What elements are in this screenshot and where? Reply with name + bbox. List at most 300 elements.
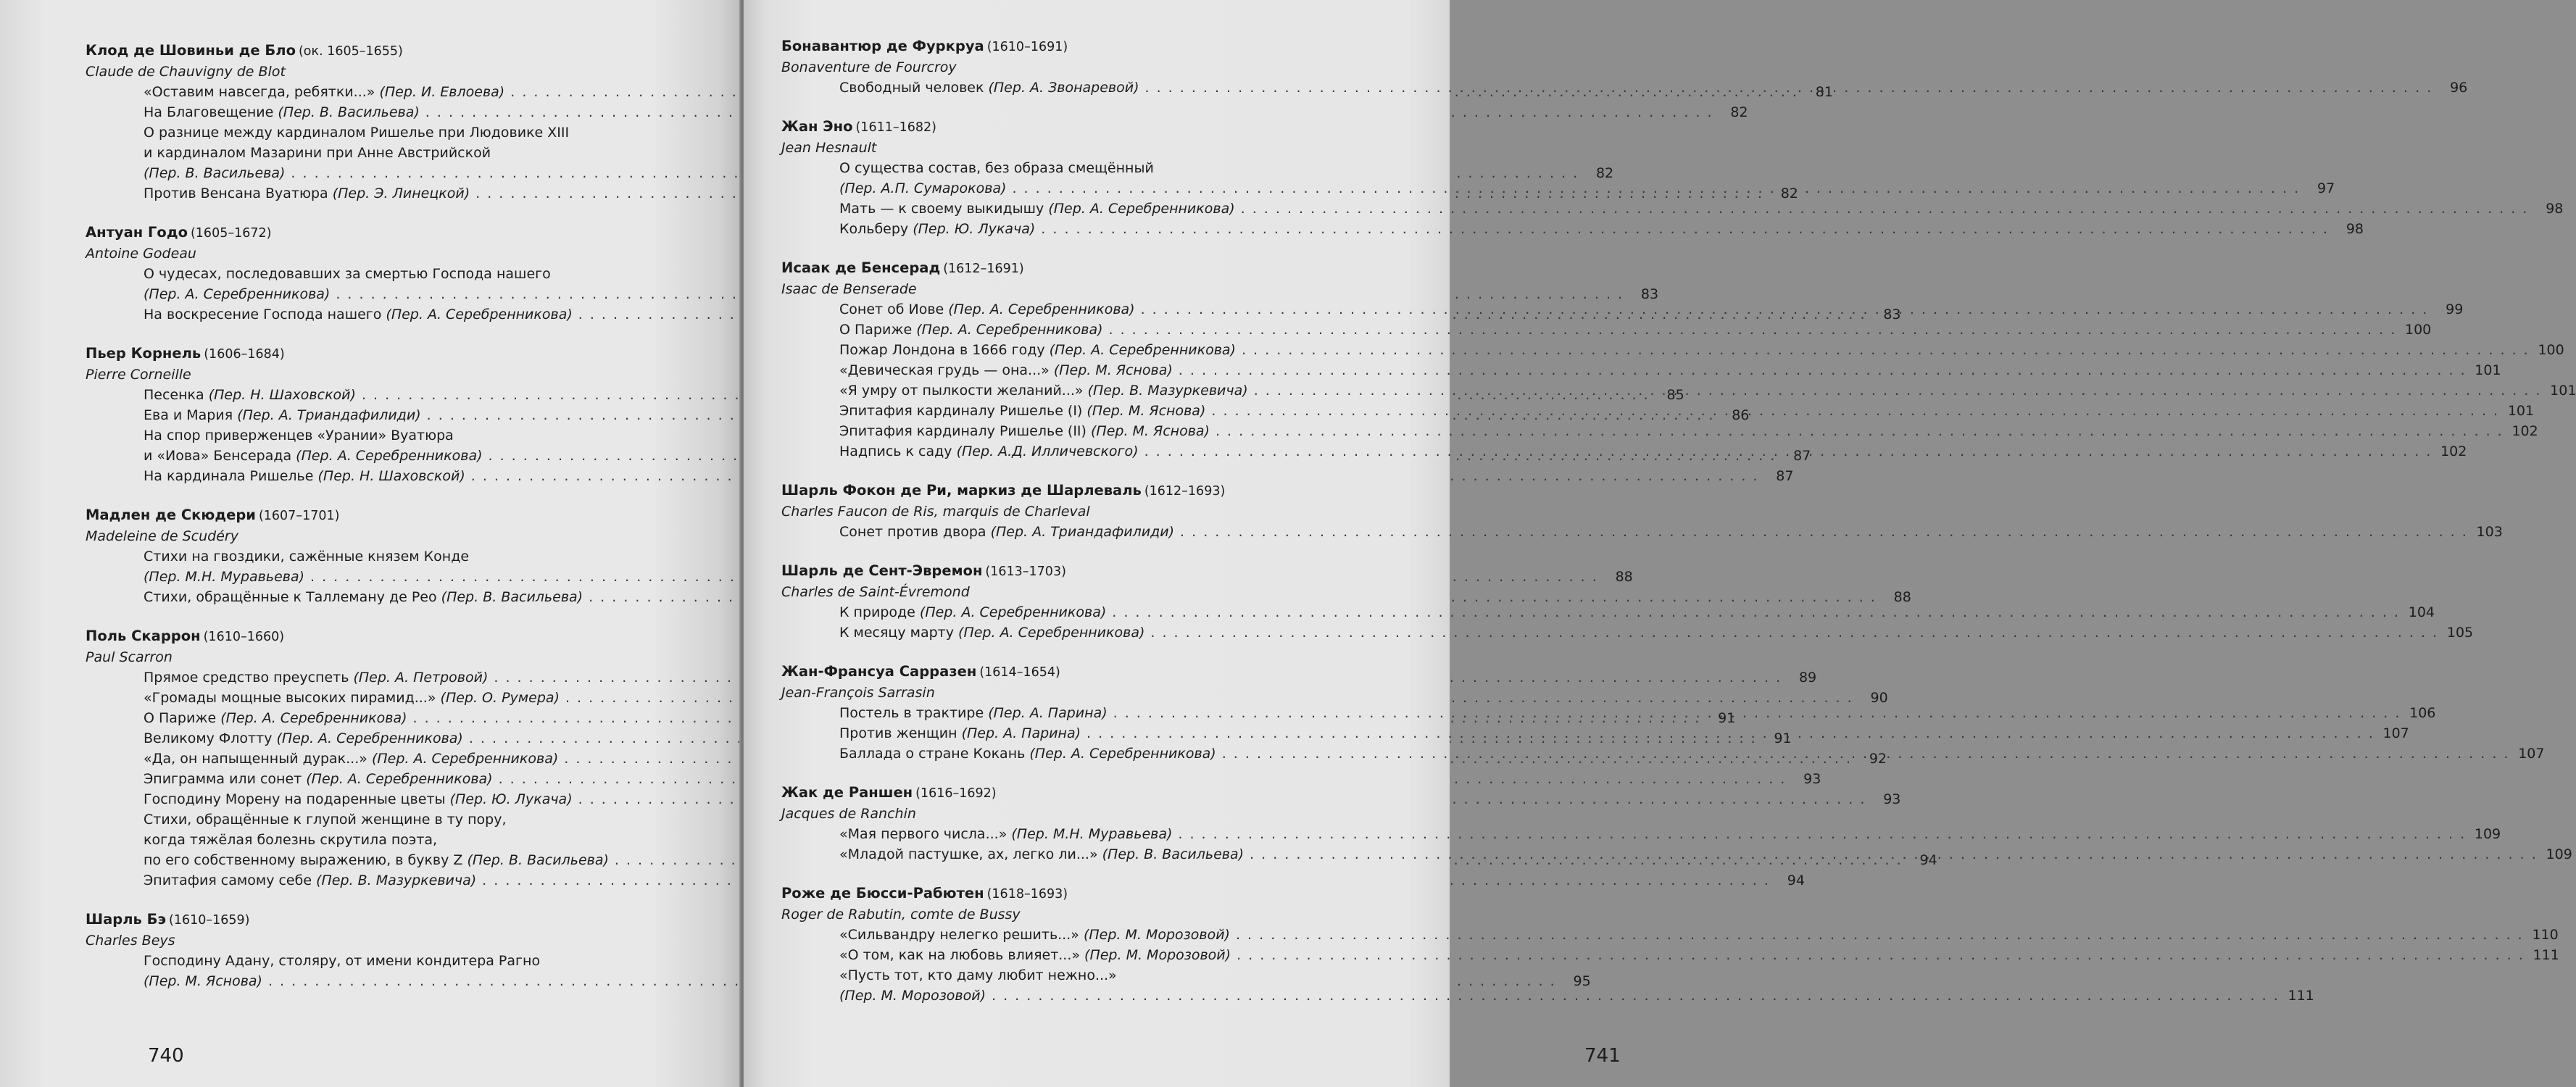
- entry-text: [144, 769, 493, 789]
- translator: (Пер. В. Мазуркевича): [1087, 383, 1248, 399]
- author-original-name: Charles Beys: [86, 933, 175, 949]
- entry-page-number: 93: [1803, 771, 1821, 787]
- entry-title-line: «Девическая грудь — она...»: [839, 362, 1050, 378]
- author-original-name: Claude de Chauvigny de Blot: [86, 64, 286, 80]
- entry-last-line: [144, 870, 1805, 891]
- entry-title-line: К месяцу марту: [839, 625, 954, 641]
- translator: (Пер. М. Яснова): [1091, 423, 1210, 439]
- toc-entry[interactable]: [839, 945, 2559, 965]
- dot-leader: [1216, 421, 2504, 441]
- toc-entry[interactable]: [839, 925, 2559, 945]
- dot-leader: [1250, 844, 2538, 865]
- entry-page-number: 88: [1615, 569, 1633, 585]
- entry-text: [839, 401, 1205, 421]
- translator: (Пер. А. Серебренникова): [276, 730, 463, 746]
- dot-leader: [1178, 824, 2466, 844]
- entry-text: [144, 163, 285, 183]
- entry-title-line: Ева и Мария: [144, 407, 233, 423]
- translator: (Пер. А. Серебренникова): [371, 751, 559, 767]
- entry-text: [839, 602, 1106, 622]
- toc-entry[interactable]: [144, 466, 1794, 486]
- author-years: (1613–1703): [985, 565, 1066, 579]
- dot-leader: [1145, 78, 2433, 98]
- author-years: (1614–1654): [979, 665, 1060, 680]
- dot-leader: [1236, 925, 2524, 945]
- entry-page-number: 82: [1780, 186, 1798, 201]
- entry-page-number: 82: [1730, 104, 1748, 120]
- entry-title-line: и кардиналом Мазарини при Анне Австрийской: [144, 145, 491, 161]
- entry-title-line: Стихи, обращённые к глупой женщине в ту пору,: [144, 812, 507, 828]
- entry-last-line: [839, 986, 2314, 1006]
- entry-text: [839, 340, 1236, 360]
- translator: (Пер. В. Васильева): [1102, 846, 1245, 862]
- entry-text: [839, 360, 1173, 380]
- author-heading: [781, 783, 1399, 804]
- entry-page-number: 83: [1883, 307, 1901, 322]
- entry-text: [839, 299, 1135, 320]
- translator: (Пер. В. Васильева): [441, 589, 583, 605]
- dot-leader: [1112, 602, 2400, 622]
- entry-title-line: Против женщин: [839, 725, 957, 741]
- translator: (Пер. Н. Шаховской): [208, 387, 356, 403]
- toc-entry[interactable]: [839, 522, 2503, 542]
- translator: (Пер. М. Яснова): [144, 973, 262, 989]
- entry-text: [144, 385, 356, 405]
- entry-last-line: [839, 602, 2435, 622]
- translator: (Пер. Э. Линецкой): [332, 186, 470, 201]
- entry-page-number: 105: [2446, 625, 2474, 641]
- translator: (Пер. О. Румера): [440, 690, 560, 706]
- toc-entry[interactable]: [839, 219, 2364, 239]
- translator: (Пер. М. Морозовой): [1083, 927, 1230, 943]
- entry-title-line: когда тяжёлая болезнь скрутила поэта,: [144, 832, 438, 848]
- entry-page-number: 107: [2382, 725, 2409, 741]
- author-original-name: Charles de Saint-Évremond: [781, 584, 970, 600]
- entry-title-line: Пожар Лондона в 1666 году: [839, 342, 1045, 358]
- author-name: Пьер Корнель: [86, 345, 201, 362]
- entry-title-line: Песенка: [144, 387, 204, 403]
- translator: (Пер. А. Серебренникова): [916, 322, 1103, 338]
- translator: (Пер. А.Д. Илличевского): [956, 443, 1139, 459]
- author-original-name: Pierre Corneille: [86, 367, 191, 383]
- author-original-name: Isaac de Benserade: [781, 281, 917, 297]
- author-heading: [781, 662, 1399, 683]
- entry-page-number: 92: [1869, 751, 1887, 767]
- entry-page-number: 82: [1595, 165, 1614, 181]
- entry-text: [144, 789, 573, 809]
- author-block: [781, 117, 2564, 239]
- page-number: 740: [148, 1045, 184, 1067]
- translator: (Пер. М. Яснова): [1053, 362, 1173, 378]
- entry-page-number: 94: [1787, 872, 1805, 888]
- entry-title-line: Сонет об Иове: [839, 301, 944, 317]
- entry-page-number: 97: [2317, 180, 2335, 196]
- entry-text: [839, 178, 1006, 199]
- entry-title-line: «Пусть тот, кто даму любит нежно...»: [839, 967, 1117, 983]
- dot-leader: [1012, 178, 2300, 199]
- entry-text: [839, 844, 1244, 865]
- entry-text: [839, 703, 1108, 723]
- entry-last-line: [144, 102, 1748, 122]
- translator: (Пер. А. Петровой): [353, 670, 489, 686]
- translator: (Пер. М.Н. Муравьева): [1011, 826, 1173, 842]
- author-years: (1611–1682): [855, 120, 936, 135]
- dot-leader: [1222, 744, 2510, 764]
- entry-title-line: О разнице между кардиналом Ришелье при Людовике XIII: [144, 125, 570, 141]
- entry-page-number: 83: [1640, 286, 1659, 302]
- author-heading: [781, 883, 1399, 904]
- translator: (Пер. А. Серебренникова): [386, 307, 573, 322]
- translator: (Пер. Н. Шаховской): [317, 468, 465, 484]
- entry-text: [839, 219, 1035, 239]
- author-heading: [86, 41, 671, 62]
- entry-text: [839, 199, 1235, 219]
- author-name: Шарль Бэ: [86, 911, 167, 928]
- entry-page-number: 96: [2450, 80, 2468, 96]
- translator: (Пер. А. Триандафилиди): [237, 407, 421, 423]
- entry-title-line: Эпитафия кардиналу Ришелье (I): [839, 403, 1083, 419]
- entry-text: [144, 567, 304, 587]
- entry-title-line: «Мая первого числа...»: [839, 826, 1007, 842]
- author-original-name: Paul Scarron: [86, 649, 173, 665]
- dot-leader: [1179, 360, 2467, 380]
- entry-text: [144, 850, 609, 870]
- entry-text: [839, 744, 1216, 764]
- entry-last-line: [839, 219, 2364, 239]
- entry-page-number: 103: [2476, 524, 2503, 540]
- translator: (Пер. А. Серебренникова): [948, 301, 1135, 317]
- translator: (Пер. А. Серебренникова): [958, 625, 1145, 641]
- entry-title-line: «О том, как на любовь влияет...»: [839, 947, 1080, 963]
- translator: (Пер. И. Евлоева): [379, 84, 505, 100]
- entry-title-line: Господину Адану, столяру, от имени кондитера Рагно: [144, 953, 541, 969]
- entry-title-line: Сонет против двора: [839, 524, 986, 540]
- author-name: Поль Скаррон: [86, 628, 201, 644]
- author-years: (1610–1659): [169, 913, 250, 928]
- entry-title-line: Стихи на гвоздики, сажённые князем Конде: [144, 549, 470, 565]
- entry-page-number: 102: [2440, 443, 2467, 459]
- entry-page-number: 109: [2474, 826, 2501, 842]
- entry-page-number: 98: [2546, 201, 2564, 217]
- toc-entry[interactable]: [839, 622, 2474, 643]
- author-name: Шарль де Сент-Эвремон: [781, 562, 983, 579]
- entry-page-number: 94: [1919, 852, 1937, 868]
- entry-title-line: Господину Морену на подаренные цветы: [144, 791, 446, 807]
- entry-text: [144, 304, 573, 325]
- entry-text: [839, 622, 1144, 643]
- translator: (Пер. А.П. Сумарокова): [839, 180, 1007, 196]
- author-name: Мадлен де Скюдери: [86, 507, 256, 523]
- entry-text: [839, 441, 1139, 462]
- translator: (Пер. Ю. Лукача): [913, 221, 1036, 237]
- dot-leader: [992, 986, 2280, 1006]
- dot-leader: [1041, 219, 2329, 239]
- entry-page-number: 109: [2546, 846, 2572, 862]
- translator: (Пер. В. Васильева): [278, 104, 420, 120]
- author-heading: [781, 36, 1399, 57]
- entry-title-line: Великому Флотту: [144, 730, 273, 746]
- entry-text: [144, 102, 420, 122]
- entry-page-number: 101: [2475, 362, 2501, 378]
- entry-page-number: 101: [2550, 383, 2576, 399]
- translator: (Пер. В. Васильева): [144, 165, 286, 181]
- author-original-name: Roger de Rabutin, comte de Bussy: [781, 907, 1021, 923]
- entry-last-line: [839, 824, 2501, 844]
- entry-text: [144, 587, 583, 607]
- entry-last-line: [839, 622, 2474, 643]
- author-years: (1606–1684): [204, 347, 285, 362]
- author-name: Роже де Бюсси-Рабютен: [781, 885, 984, 901]
- entry-title-line: К природе: [839, 604, 915, 620]
- page-number: 741: [1584, 1045, 1621, 1067]
- author-years: (ок. 1605–1655): [298, 44, 403, 59]
- author-name: Жан-Франсуа Сарразен: [781, 663, 977, 680]
- entry-page-number: 104: [2408, 604, 2435, 620]
- entry-last-line: [839, 360, 2501, 380]
- author-original-name: Jean Hesnault: [781, 140, 877, 156]
- translator: (Пер. А. Парина): [988, 705, 1108, 721]
- entry-title-line: Надпись к саду: [839, 443, 952, 459]
- author-name: Бонавантюр де Фуркруа: [781, 38, 984, 54]
- entry-title-line: О Париже: [839, 322, 913, 338]
- author-heading: [781, 480, 1399, 501]
- author-years: (1618–1693): [986, 887, 1068, 901]
- entry-title-line: Свободный человек: [839, 80, 984, 96]
- author-original-name: Charles Faucon de Ris, marquis de Charleval: [781, 504, 1090, 520]
- entry-title-line: и «Иова» Бенсерада: [144, 448, 292, 464]
- entry-text: [144, 708, 407, 728]
- author-original-name: Madeleine de Scudéry: [86, 528, 238, 544]
- entry-title-line: Эпитафия самому себе: [144, 872, 312, 888]
- entry-page-number: 100: [2405, 322, 2432, 338]
- author-heading: [86, 626, 671, 647]
- toc-entry[interactable]: [144, 870, 1805, 891]
- entry-title-line: Мать — к своему выкидышу: [839, 201, 1044, 217]
- entry-text: [839, 421, 1210, 441]
- entry-page-number: 85: [1666, 387, 1684, 403]
- entry-text: [839, 925, 1230, 945]
- entry-text: [839, 78, 1139, 98]
- entry-title-line: Эпитафия кардиналу Ришелье (II): [839, 423, 1087, 439]
- entry-page-number: 81: [1815, 84, 1833, 100]
- entry-page-number: 90: [1870, 690, 1888, 706]
- translator: (Пер. В. Мазуркевича): [316, 872, 477, 888]
- dot-leader: [1141, 299, 2429, 320]
- entry-page-number: 95: [1573, 973, 1591, 989]
- entry-last-line: [839, 340, 2564, 360]
- author-years: (1612–1693): [1144, 484, 1226, 499]
- translator: (Пер. А. Парина): [961, 725, 1081, 741]
- entry-page-number: 91: [1774, 730, 1792, 746]
- translator: (Пер. М. Морозовой): [1084, 947, 1231, 963]
- entry-text: [144, 870, 476, 891]
- entry-text: [144, 728, 463, 749]
- toc-entry[interactable]: [144, 102, 1748, 122]
- translator: (Пер. В. Васильева): [467, 852, 609, 868]
- entry-title-line: «Сильвандру нелегко решить...»: [839, 927, 1079, 943]
- entry-text: [839, 522, 1174, 542]
- translator: (Пер. А. Серебренникова): [1029, 746, 1216, 762]
- entry-text: [144, 405, 421, 425]
- entry-title-line: Прямое средство преуспеть: [144, 670, 349, 686]
- author-years: (1607–1701): [258, 509, 340, 523]
- entry-page-number: 101: [2507, 403, 2535, 419]
- author-original-name: Antoine Godeau: [86, 246, 196, 262]
- author-name: Клод де Шовиньи де Бло: [86, 42, 296, 59]
- author-heading: [86, 505, 671, 526]
- translator: (Пер. М.Н. Муравьева): [144, 569, 305, 585]
- translator: (Пер. А. Звонаревой): [988, 80, 1139, 96]
- translator: (Пер. А. Серебренникова): [306, 771, 493, 787]
- translator: (Пер. А. Серебренникова): [220, 710, 407, 726]
- dot-leader: [1113, 703, 2401, 723]
- entry-title-line: Эпиграмма или сонет: [144, 771, 302, 787]
- entry-text: [144, 749, 558, 769]
- author-years: (1612–1691): [943, 262, 1024, 276]
- dot-leader: [1237, 945, 2525, 965]
- toc-entry[interactable]: [839, 421, 2538, 441]
- entry-text: [839, 380, 1248, 401]
- dot-leader: [1241, 199, 2529, 219]
- author-heading: [781, 117, 1399, 138]
- entry-page-number: 88: [1893, 589, 1911, 605]
- entry-last-line: [144, 466, 1794, 486]
- entry-title-line: Баллада о стране Кокань: [839, 746, 1026, 762]
- dot-leader: [1109, 320, 2397, 340]
- entry-title-line: Кольберу: [839, 221, 909, 237]
- toc-entry[interactable]: [839, 199, 2564, 219]
- dot-leader: [1180, 522, 2468, 542]
- dot-leader: [1254, 380, 2542, 401]
- toc-entry[interactable]: [839, 824, 2501, 844]
- translator: (Пер. А. Триандафилиди): [990, 524, 1175, 540]
- entry-text: [839, 824, 1172, 844]
- author-years: (1605–1672): [190, 226, 272, 241]
- translator: (Пер. А. Серебренникова): [1048, 201, 1235, 217]
- entry-title-line: по его собственному выражению, в букву Z: [144, 852, 463, 868]
- entry-title-line: «Я умру от пылкости желаний...»: [839, 383, 1084, 399]
- toc-entry[interactable]: [839, 602, 2435, 622]
- entry-title-line: На спор приверженцев «Урании» Вуатюра: [144, 428, 454, 443]
- translator: (Пер. А. Серебренникова): [144, 286, 331, 302]
- entry-page-number: 91: [1718, 710, 1736, 726]
- author-name: Исаак де Бенсерад: [781, 259, 941, 276]
- author-name: Антуан Годо: [86, 224, 188, 241]
- entry-title-line: На кардинала Ришелье: [144, 468, 314, 484]
- entry-title-line: На Благовещение: [144, 104, 274, 120]
- author-heading: [86, 343, 671, 365]
- dot-leader: [1211, 401, 2499, 421]
- entry-title-line: На воскресение Господа нашего: [144, 307, 382, 322]
- entry-page-number: 111: [2533, 947, 2559, 963]
- entry-text: [144, 183, 470, 204]
- entry-title-line: Стихи, обращённые к Таллеману де Рео: [144, 589, 437, 605]
- dot-leader: [1087, 723, 2375, 744]
- entry-page-number: 100: [2538, 342, 2564, 358]
- entry-text: [144, 284, 330, 304]
- entry-page-number: 98: [2346, 221, 2364, 237]
- entry-text: [144, 688, 560, 708]
- entry-title-line: «Оставим навсегда, ребятки...»: [144, 84, 375, 100]
- entry-title-line: О чудесах, последовавших за смертью Господа нашего: [144, 266, 551, 282]
- entry-title-line: Постель в трактире: [839, 705, 984, 721]
- translator: (Пер. А. Серебренникова): [1049, 342, 1236, 358]
- entry-text: [144, 82, 504, 102]
- author-name: Жан Эно: [781, 118, 853, 135]
- dot-leader: [1150, 622, 2438, 643]
- entry-title-line: «Да, он напыщенный дурак...»: [144, 751, 367, 767]
- author-original-name: Jacques de Ranchin: [781, 806, 916, 822]
- translator: (Пер. М. Морозовой): [839, 988, 986, 1004]
- author-heading: [781, 258, 1399, 279]
- translator: (Пер. М. Яснова): [1087, 403, 1206, 419]
- entry-page-number: 110: [2532, 927, 2559, 943]
- entry-title-line: «Громады мощные высоких пирамид...»: [144, 690, 436, 706]
- author-name: Жак де Раншен: [781, 784, 913, 801]
- entry-text: [839, 986, 986, 1006]
- toc-entry[interactable]: [839, 320, 2432, 340]
- entry-page-number: 111: [2288, 988, 2314, 1004]
- entry-page-number: 99: [2446, 301, 2464, 317]
- entry-page-number: 87: [1793, 448, 1811, 464]
- translator: (Пер. А. Серебренникова): [919, 604, 1107, 620]
- author-years: (1610–1691): [986, 40, 1068, 54]
- author-original-name: Jean-François Sarrasin: [781, 685, 935, 701]
- dot-leader: [1242, 340, 2530, 360]
- entry-last-line: [839, 522, 2503, 542]
- entry-text: [144, 971, 262, 991]
- author-heading: [86, 909, 671, 930]
- entry-text: [839, 945, 1231, 965]
- entry-last-line: [839, 421, 2538, 441]
- entry-page-number: 93: [1883, 791, 1901, 807]
- dot-leader: [1144, 441, 2432, 462]
- entry-title-line: О Париже: [144, 710, 217, 726]
- translator: (Пер. Ю. Лукача): [449, 791, 573, 807]
- entry-last-line: [144, 769, 1821, 789]
- entry-page-number: 89: [1798, 670, 1817, 686]
- entry-last-line: [839, 320, 2432, 340]
- entry-page-number: 86: [1732, 407, 1750, 423]
- author-years: (1610–1660): [203, 630, 285, 644]
- entry-title-line: О существа состав, без образа смещённый: [839, 160, 1154, 176]
- author-heading: [86, 222, 671, 243]
- toc-entry[interactable]: [144, 769, 1821, 789]
- entry-page-number: 106: [2409, 705, 2436, 721]
- author-block: [781, 480, 2503, 542]
- author-heading: [781, 561, 1399, 582]
- entry-title-line: Против Венсана Вуатюра: [144, 186, 328, 201]
- translator: (Пер. А. Серебренникова): [296, 448, 483, 464]
- entry-text: [144, 667, 488, 688]
- author-name: Шарль Фокон де Ри, маркиз де Шарлеваль: [781, 482, 1142, 499]
- author-original-name: Bonaventure de Fourcroy: [781, 59, 957, 75]
- entry-last-line: [839, 925, 2559, 945]
- entry-last-line: [839, 945, 2559, 965]
- entry-text: [839, 723, 1081, 744]
- entry-page-number: 87: [1776, 468, 1794, 484]
- toc-entry[interactable]: [839, 340, 2564, 360]
- entry-page-number: 107: [2518, 746, 2545, 762]
- entry-last-line: [839, 199, 2564, 219]
- entry-text: [839, 320, 1103, 340]
- entry-text: [144, 466, 465, 486]
- entry-title-line: «Младой пастушке, ах, легко ли...»: [839, 846, 1098, 862]
- toc-entry[interactable]: [839, 360, 2501, 380]
- author-years: (1616–1692): [915, 786, 997, 801]
- entry-page-number: 102: [2511, 423, 2538, 439]
- entry-text: [144, 446, 483, 466]
